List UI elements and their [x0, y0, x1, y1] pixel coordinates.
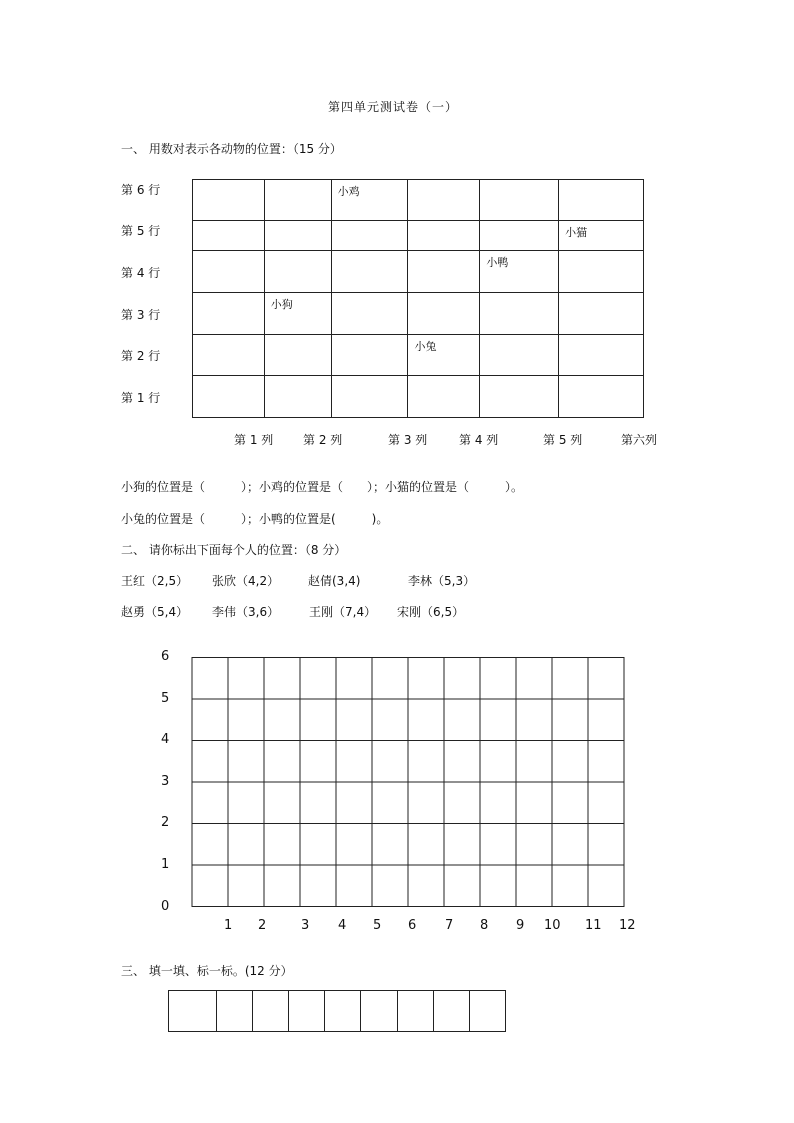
grid-cell [264, 376, 331, 418]
grid-cell [331, 180, 408, 221]
row-label-2: 第 2 行 [121, 349, 161, 363]
x-label-9: 9 [516, 918, 525, 933]
grid-cell [559, 293, 644, 335]
y-label-1: 1 [161, 857, 170, 872]
grid-cell [264, 251, 331, 293]
q1-answer-line-1: 小狗的位置是（ ）；小鸡的位置是（ ）；小猫的位置是（ ）。 [121, 480, 524, 494]
x-label-12: 12 [619, 918, 636, 933]
grid-cell [480, 221, 559, 251]
fill-box[interactable] [397, 991, 433, 1032]
grid-cell [264, 180, 331, 221]
col-label-6: 第六列 [621, 433, 658, 447]
person-liwei: 李伟（3,6） [212, 605, 280, 619]
grid-cell [193, 335, 265, 376]
fill-box[interactable] [361, 991, 397, 1032]
x-label-10: 10 [544, 918, 561, 933]
grid-cell [331, 221, 408, 251]
fill-in-boxes [168, 990, 506, 1032]
x-label-8: 8 [480, 918, 489, 933]
grid-cell [408, 251, 480, 293]
row-label-5: 第 5 行 [121, 224, 161, 238]
q2-heading: 二、 请你标出下面每个人的位置：（8 分） [121, 543, 347, 557]
person-wanggang: 王刚（7,4） [309, 605, 377, 619]
grid-cell [193, 293, 265, 335]
grid-cell [480, 293, 559, 335]
page-title: 第四单元测试卷（一） [328, 100, 459, 114]
row-label-1: 第 1 行 [121, 391, 161, 405]
grid-cell [264, 293, 331, 335]
grid-cell [193, 251, 265, 293]
grid-cell [559, 251, 644, 293]
x-label-7: 7 [445, 918, 454, 933]
x-label-2: 2 [258, 918, 267, 933]
x-label-11: 11 [585, 918, 602, 933]
person-lilin: 李林（5,3） [408, 574, 476, 588]
fill-box[interactable] [289, 991, 325, 1032]
person-songgang: 宋刚（6,5） [397, 605, 465, 619]
x-label-1: 1 [224, 918, 233, 933]
x-label-5: 5 [373, 918, 382, 933]
grid-cell [559, 221, 644, 251]
grid-cell [193, 180, 265, 221]
grid-cell [331, 293, 408, 335]
row-label-3: 第 3 行 [121, 308, 161, 322]
q1-answer-line-2: 小兔的位置是（ ）；小鸭的位置是( )。 [121, 512, 389, 526]
col-label-1: 第 1 列 [234, 433, 274, 447]
row-label-6: 第 6 行 [121, 183, 161, 197]
grid-cell [331, 335, 408, 376]
cat-label: 小猫 [565, 226, 588, 239]
y-label-6: 6 [161, 649, 170, 664]
person-zhaoqian: 赵倩(3,4) [308, 574, 361, 588]
grid-cell [408, 376, 480, 418]
person-wanghong: 王红（2,5） [121, 574, 189, 588]
person-zhaoyong: 赵勇（5,4） [121, 605, 189, 619]
fill-box[interactable] [216, 991, 252, 1032]
col-label-2: 第 2 列 [303, 433, 343, 447]
grid-cell [264, 221, 331, 251]
x-label-3: 3 [301, 918, 310, 933]
grid-cell [480, 335, 559, 376]
grid-cell [408, 335, 480, 376]
y-label-4: 4 [161, 732, 170, 747]
grid-cell [559, 180, 644, 221]
x-label-6: 6 [408, 918, 417, 933]
grid-cell [480, 180, 559, 221]
fill-box[interactable] [325, 991, 361, 1032]
fill-box[interactable] [169, 991, 217, 1032]
q1-heading: 一、 用数对表示各动物的位置：（15 分） [121, 142, 342, 156]
y-label-5: 5 [161, 691, 170, 706]
grid-cell [480, 251, 559, 293]
col-label-3: 第 3 列 [388, 433, 428, 447]
grid-lines [192, 658, 624, 907]
grid-cell [193, 376, 265, 418]
fill-box[interactable] [469, 991, 505, 1032]
grid-cell [264, 335, 331, 376]
y-label-3: 3 [161, 774, 170, 789]
duck-label: 小鸭 [486, 256, 509, 269]
grid-cell [559, 376, 644, 418]
q3-heading: 三、 填一填、标一标。(12 分） [121, 964, 293, 978]
y-label-0: 0 [161, 899, 170, 914]
animal-position-grid [192, 179, 644, 418]
grid-cell [559, 335, 644, 376]
grid-cell [480, 376, 559, 418]
col-label-4: 第 4 列 [459, 433, 499, 447]
fill-box[interactable] [433, 991, 469, 1032]
chick-label: 小鸡 [337, 185, 360, 198]
y-label-2: 2 [161, 815, 170, 830]
row-label-4: 第 4 行 [121, 266, 161, 280]
grid-cell [408, 180, 480, 221]
x-label-4: 4 [338, 918, 347, 933]
coordinate-grid [150, 640, 650, 940]
col-label-5: 第 5 列 [543, 433, 583, 447]
person-zhangxin: 张欣（4,2） [212, 574, 280, 588]
grid-cell [331, 251, 408, 293]
grid-cell [408, 293, 480, 335]
dog-label: 小狗 [270, 298, 293, 311]
grid-cell [408, 221, 480, 251]
grid-cell [193, 221, 265, 251]
fill-box[interactable] [252, 991, 288, 1032]
grid-cell [331, 376, 408, 418]
rabbit-label: 小兔 [414, 340, 437, 353]
